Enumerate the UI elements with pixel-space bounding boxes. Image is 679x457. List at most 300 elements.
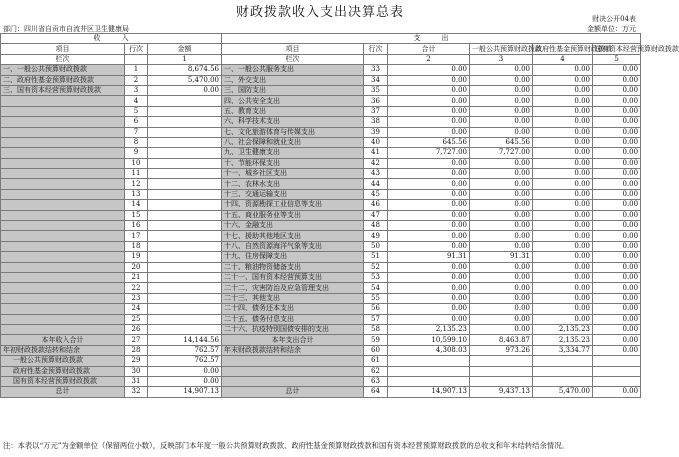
expense-item: 十二、农林水支出 xyxy=(222,179,364,189)
table-row xyxy=(1,158,641,168)
income-item xyxy=(1,241,125,251)
expense-state-capital: 0.00 xyxy=(593,252,641,262)
summary-expense-total: 10,599.10 xyxy=(388,335,470,345)
table-row xyxy=(1,148,641,158)
summary-row xyxy=(1,345,641,355)
table-code: 财决公开04表 xyxy=(592,15,636,23)
table-row xyxy=(1,189,641,199)
budget-table xyxy=(0,33,679,398)
expense-item: 二、外交支出 xyxy=(222,75,364,85)
table-row xyxy=(1,221,641,231)
expense-state-capital: 0.00 xyxy=(593,221,641,231)
expense-total: 0.00 xyxy=(388,117,470,127)
state-capital-header: 国有资本经营预算财政拨款 xyxy=(593,44,641,54)
summary-expense-row-no: 62 xyxy=(364,366,388,376)
department-label: 部门：四川省自贡市自流井区卫生健康局 xyxy=(3,25,129,33)
expense-state-capital: 0.00 xyxy=(593,241,641,251)
income-item-header: 项目 xyxy=(1,44,125,54)
summary-expense-general-budget xyxy=(470,366,533,376)
table-row xyxy=(1,304,641,314)
income-amount xyxy=(148,283,222,293)
table-row xyxy=(1,179,641,189)
expense-gov-fund: 0.00 xyxy=(533,304,593,314)
summary-expense-total xyxy=(388,356,470,366)
summary-row xyxy=(1,356,641,366)
expense-general-budget: 0.00 xyxy=(470,75,533,85)
col-blank-cell xyxy=(125,54,148,64)
summary-expense-general-budget: 9,437.13 xyxy=(470,387,533,397)
total-header: 合计 xyxy=(388,44,470,54)
expense-gov-fund: 2,135.23 xyxy=(533,324,593,334)
summary-expense-row-no: 64 xyxy=(364,387,388,397)
gov-fund-header: 政府性基金预算财政拨款 xyxy=(533,44,593,54)
expense-row-no: 53 xyxy=(364,272,388,282)
expense-row-no: 51 xyxy=(364,252,388,262)
income-row-no: 24 xyxy=(125,304,148,314)
expense-row-no: 58 xyxy=(364,324,388,334)
summary-expense-state-capital xyxy=(593,366,641,376)
table-row xyxy=(1,210,641,220)
summary-expense-state-capital xyxy=(593,376,641,386)
expense-total: 2,135.23 xyxy=(388,324,470,334)
income-row-no: 8 xyxy=(125,137,148,147)
income-amount xyxy=(148,200,222,210)
summary-income-item: 总计 xyxy=(1,387,125,397)
expense-item: 十九、住房保障支出 xyxy=(222,252,364,262)
expense-gov-fund: 0.00 xyxy=(533,65,593,75)
table-row xyxy=(1,283,641,293)
income-item xyxy=(1,252,125,262)
expense-item: 二十二、灾害防治及应急管理支出 xyxy=(222,283,364,293)
expense-row-no: 42 xyxy=(364,158,388,168)
expense-general-budget: 0.00 xyxy=(470,106,533,116)
expense-general-budget: 645.56 xyxy=(470,137,533,147)
income-item xyxy=(1,158,125,168)
col-label-cell: 栏次 xyxy=(1,54,125,64)
expense-total: 0.00 xyxy=(388,158,470,168)
expense-total: 0.00 xyxy=(388,262,470,272)
expense-row-no: 45 xyxy=(364,189,388,199)
income-item xyxy=(1,262,125,272)
expense-total: 0.00 xyxy=(388,314,470,324)
income-amount xyxy=(148,189,222,199)
income-row-no: 11 xyxy=(125,169,148,179)
income-amount xyxy=(148,127,222,137)
income-item xyxy=(1,304,125,314)
expense-state-capital: 0.00 xyxy=(593,117,641,127)
summary-expense-general-budget: 8,463.87 xyxy=(470,335,533,345)
income-amount xyxy=(148,179,222,189)
summary-income-item: 年初财政拨款结转和结余 xyxy=(1,345,125,355)
summary-expense-total xyxy=(388,376,470,386)
income-row-no: 4 xyxy=(125,96,148,106)
expense-state-capital: 0.00 xyxy=(593,179,641,189)
expense-general-budget: 0.00 xyxy=(470,241,533,251)
summary-expense-item: 本年支出合计 xyxy=(222,335,364,345)
expense-item: 十三、交通运输支出 xyxy=(222,189,364,199)
income-item xyxy=(1,148,125,158)
summary-expense-gov-fund xyxy=(533,366,593,376)
income-row-no: 15 xyxy=(125,210,148,220)
summary-expense-row-no: 59 xyxy=(364,335,388,345)
summary-income-item: 国有资本经营预算财政拨款 xyxy=(1,376,125,386)
expense-total: 91.31 xyxy=(388,252,470,262)
income-row-no: 6 xyxy=(125,117,148,127)
income-item xyxy=(1,231,125,241)
table-row xyxy=(1,75,641,85)
expense-total: 0.00 xyxy=(388,221,470,231)
income-item xyxy=(1,106,125,116)
summary-income-row-no: 29 xyxy=(125,356,148,366)
expense-total: 0.00 xyxy=(388,293,470,303)
table-row xyxy=(1,231,641,241)
income-row-no: 18 xyxy=(125,241,148,251)
income-item xyxy=(1,272,125,282)
expense-total: 0.00 xyxy=(388,65,470,75)
income-row-no: 13 xyxy=(125,189,148,199)
summary-row xyxy=(1,376,641,386)
income-item xyxy=(1,117,125,127)
col-index-3: 3 xyxy=(470,54,533,64)
col-index-4: 4 xyxy=(533,54,593,64)
expense-row-no: 41 xyxy=(364,148,388,158)
expense-state-capital: 0.00 xyxy=(593,158,641,168)
expense-gov-fund: 0.00 xyxy=(533,314,593,324)
income-amount: 8,674.56 xyxy=(148,65,222,75)
expense-general-budget: 0.00 xyxy=(470,200,533,210)
summary-expense-gov-fund xyxy=(533,376,593,386)
expense-item: 十四、资源勘探工业信息等支出 xyxy=(222,200,364,210)
expense-gov-fund: 0.00 xyxy=(533,293,593,303)
summary-expense-item xyxy=(222,356,364,366)
expense-general-budget: 0.00 xyxy=(470,314,533,324)
summary-expense-row-no: 63 xyxy=(364,376,388,386)
expense-gov-fund: 0.00 xyxy=(533,106,593,116)
summary-expense-item xyxy=(222,376,364,386)
table-row xyxy=(1,96,641,106)
summary-expense-item xyxy=(222,366,364,376)
expense-row-no: 39 xyxy=(364,127,388,137)
income-row-no: 23 xyxy=(125,293,148,303)
income-item xyxy=(1,96,125,106)
expense-general-budget: 0.00 xyxy=(470,262,533,272)
expense-item: 五、教育支出 xyxy=(222,106,364,116)
column-index-row xyxy=(1,54,641,64)
summary-expense-general-budget: 973.26 xyxy=(470,345,533,355)
income-row-no: 1 xyxy=(125,65,148,75)
income-item xyxy=(1,127,125,137)
expense-state-capital: 0.00 xyxy=(593,210,641,220)
expense-gov-fund: 0.00 xyxy=(533,158,593,168)
expense-state-capital: 0.00 xyxy=(593,96,641,106)
summary-expense-total xyxy=(388,366,470,376)
expense-state-capital: 0.00 xyxy=(593,262,641,272)
summary-income-item: 政府性基金预算财政拨款 xyxy=(1,366,125,376)
income-amount xyxy=(148,117,222,127)
expense-total: 0.00 xyxy=(388,127,470,137)
income-row-no: 14 xyxy=(125,200,148,210)
summary-income-row-no: 32 xyxy=(125,387,148,397)
income-section-header: 收 入 xyxy=(1,34,222,44)
expense-total: 0.00 xyxy=(388,179,470,189)
expense-item: 四、公共安全支出 xyxy=(222,96,364,106)
expense-state-capital: 0.00 xyxy=(593,189,641,199)
income-amount: 0.00 xyxy=(148,85,222,95)
table-row xyxy=(1,169,641,179)
income-row-no: 17 xyxy=(125,231,148,241)
income-amount xyxy=(148,262,222,272)
income-row-no: 3 xyxy=(125,85,148,95)
income-row-no: 16 xyxy=(125,221,148,231)
expense-row-no: 50 xyxy=(364,241,388,251)
income-amount xyxy=(148,314,222,324)
expense-state-capital: 0.00 xyxy=(593,200,641,210)
expense-gov-fund: 0.00 xyxy=(533,210,593,220)
expense-item: 十六、金融支出 xyxy=(222,221,364,231)
expense-total: 0.00 xyxy=(388,189,470,199)
income-row-no: 26 xyxy=(125,324,148,334)
summary-income-item: 本年收入合计 xyxy=(1,335,125,345)
expense-row-no: 56 xyxy=(364,304,388,314)
expense-total: 0.00 xyxy=(388,106,470,116)
expense-gov-fund: 0.00 xyxy=(533,169,593,179)
summary-income-amount: 762.57 xyxy=(148,356,222,366)
expense-total: 0.00 xyxy=(388,241,470,251)
income-row-no: 5 xyxy=(125,106,148,116)
table-row xyxy=(1,272,641,282)
expense-total: 0.00 xyxy=(388,210,470,220)
income-rowno-header: 行次 xyxy=(125,44,148,54)
expense-item: 六、科学技术支出 xyxy=(222,117,364,127)
income-row-no: 22 xyxy=(125,283,148,293)
table-row xyxy=(1,200,641,210)
expense-gov-fund: 0.00 xyxy=(533,200,593,210)
expense-state-capital: 0.00 xyxy=(593,314,641,324)
expense-gov-fund: 0.00 xyxy=(533,127,593,137)
expense-gov-fund: 0.00 xyxy=(533,283,593,293)
expense-item: 十八、自然资源海洋气象等支出 xyxy=(222,241,364,251)
summary-expense-row-no: 60 xyxy=(364,345,388,355)
expense-total: 0.00 xyxy=(388,96,470,106)
expense-row-no: 33 xyxy=(364,65,388,75)
summary-expense-general-budget xyxy=(470,376,533,386)
expense-general-budget: 0.00 xyxy=(470,127,533,137)
income-amount xyxy=(148,158,222,168)
income-row-no: 9 xyxy=(125,148,148,158)
expense-row-no: 40 xyxy=(364,137,388,147)
income-amount xyxy=(148,169,222,179)
income-row-no: 10 xyxy=(125,158,148,168)
summary-expense-item: 总计 xyxy=(222,387,364,397)
income-item: 一、一般公共预算财政拨款 xyxy=(1,65,125,75)
income-amount xyxy=(148,137,222,147)
expense-general-budget: 0.00 xyxy=(470,293,533,303)
income-amount xyxy=(148,148,222,158)
income-item: 二、政府性基金预算财政拨款 xyxy=(1,75,125,85)
expense-item: 二十四、债务还本支出 xyxy=(222,304,364,314)
income-amount xyxy=(148,272,222,282)
expense-item: 二十六、抗疫特别国债安排的支出 xyxy=(222,324,364,334)
expense-total: 0.00 xyxy=(388,272,470,282)
income-row-no: 7 xyxy=(125,127,148,137)
summary-expense-gov-fund: 2,135.23 xyxy=(533,335,593,345)
expense-total: 7,727.00 xyxy=(388,148,470,158)
expense-row-no: 36 xyxy=(364,96,388,106)
expense-state-capital: 0.00 xyxy=(593,324,641,334)
col-index-1: 1 xyxy=(148,54,222,64)
expense-item-header: 项目 xyxy=(222,44,364,54)
expense-total: 645.56 xyxy=(388,137,470,147)
expense-row-no: 44 xyxy=(364,179,388,189)
expense-general-budget: 0.00 xyxy=(470,210,533,220)
col-index-5: 5 xyxy=(593,54,641,64)
expense-general-budget: 0.00 xyxy=(470,221,533,231)
expense-gov-fund: 0.00 xyxy=(533,262,593,272)
expense-general-budget: 0.00 xyxy=(470,283,533,293)
income-row-no: 19 xyxy=(125,252,148,262)
expense-row-no: 47 xyxy=(364,210,388,220)
income-item xyxy=(1,200,125,210)
income-item xyxy=(1,210,125,220)
expense-state-capital: 0.00 xyxy=(593,65,641,75)
income-amount xyxy=(148,304,222,314)
column-header-row xyxy=(1,44,641,54)
table-row xyxy=(1,85,641,95)
expense-state-capital: 0.00 xyxy=(593,272,641,282)
expense-total: 0.00 xyxy=(388,75,470,85)
income-amount xyxy=(148,106,222,116)
expense-item: 二十五、债务付息支出 xyxy=(222,314,364,324)
expense-item: 八、社会保障和就业支出 xyxy=(222,137,364,147)
table-row xyxy=(1,262,641,272)
income-item xyxy=(1,169,125,179)
expense-gov-fund: 0.00 xyxy=(533,252,593,262)
income-amount xyxy=(148,231,222,241)
report-title: 财政拨款收入支出决算总表 xyxy=(235,5,404,20)
table-row xyxy=(1,117,641,127)
summary-expense-gov-fund xyxy=(533,356,593,366)
table-row xyxy=(1,252,641,262)
expense-total: 0.00 xyxy=(388,231,470,241)
expense-general-budget: 0.00 xyxy=(470,231,533,241)
expense-gov-fund: 0.00 xyxy=(533,137,593,147)
expense-gov-fund: 0.00 xyxy=(533,231,593,241)
income-item xyxy=(1,179,125,189)
income-row-no: 20 xyxy=(125,262,148,272)
summary-expense-row-no: 61 xyxy=(364,356,388,366)
expense-row-no: 48 xyxy=(364,221,388,231)
income-amount xyxy=(148,210,222,220)
expense-gov-fund: 0.00 xyxy=(533,85,593,95)
col-index-2: 2 xyxy=(388,54,470,64)
expense-gov-fund: 0.00 xyxy=(533,189,593,199)
expense-item: 三、国防支出 xyxy=(222,85,364,95)
expense-row-no: 49 xyxy=(364,231,388,241)
income-amount xyxy=(148,324,222,334)
expense-gov-fund: 0.00 xyxy=(533,241,593,251)
expense-state-capital: 0.00 xyxy=(593,148,641,158)
income-amount-header: 金额 xyxy=(148,44,222,54)
expense-state-capital: 0.00 xyxy=(593,293,641,303)
summary-expense-gov-fund: 3,334.77 xyxy=(533,345,593,355)
expense-state-capital: 0.00 xyxy=(593,127,641,137)
expense-row-no: 57 xyxy=(364,314,388,324)
summary-expense-general-budget xyxy=(470,356,533,366)
income-item xyxy=(1,283,125,293)
expense-row-no: 38 xyxy=(364,117,388,127)
table-row xyxy=(1,106,641,116)
expense-state-capital: 0.00 xyxy=(593,169,641,179)
expense-row-no: 52 xyxy=(364,262,388,272)
summary-expense-state-capital: 0.00 xyxy=(593,387,641,397)
income-item xyxy=(1,189,125,199)
col-blank-cell xyxy=(364,54,388,64)
expense-total: 0.00 xyxy=(388,304,470,314)
summary-income-amount: 14,144.56 xyxy=(148,335,222,345)
table-row xyxy=(1,241,641,251)
summary-income-amount: 0.00 xyxy=(148,366,222,376)
expense-row-no: 35 xyxy=(364,85,388,95)
income-row-no: 21 xyxy=(125,272,148,282)
expense-row-no: 46 xyxy=(364,200,388,210)
expense-total: 0.00 xyxy=(388,200,470,210)
income-amount xyxy=(148,252,222,262)
expense-section-header: 支 出 xyxy=(222,34,641,44)
expense-general-budget: 0.00 xyxy=(470,324,533,334)
section-header-row xyxy=(1,34,641,44)
expense-general-budget: 7,727.00 xyxy=(470,148,533,158)
expense-item: 十五、商业服务业等支出 xyxy=(222,210,364,220)
income-amount xyxy=(148,293,222,303)
expense-general-budget: 0.00 xyxy=(470,189,533,199)
income-item xyxy=(1,221,125,231)
income-item: 三、国有资本经营预算财政拨款 xyxy=(1,85,125,95)
table-row xyxy=(1,137,641,147)
expense-row-no: 55 xyxy=(364,293,388,303)
expense-total: 0.00 xyxy=(388,169,470,179)
summary-row xyxy=(1,387,641,397)
income-amount xyxy=(148,96,222,106)
expense-gov-fund: 0.00 xyxy=(533,148,593,158)
expense-gov-fund: 0.00 xyxy=(533,117,593,127)
expense-item: 七、文化旅游体育与传媒支出 xyxy=(222,127,364,137)
summary-income-amount: 762.57 xyxy=(148,345,222,355)
col-label-cell: 栏次 xyxy=(222,54,364,64)
expense-general-budget: 0.00 xyxy=(470,96,533,106)
expense-rowno-header: 行次 xyxy=(364,44,388,54)
expense-item: 二十、粮油物资储备支出 xyxy=(222,262,364,272)
summary-income-item: 一般公共预算财政拨款 xyxy=(1,356,125,366)
expense-total: 0.00 xyxy=(388,283,470,293)
summary-income-row-no: 30 xyxy=(125,366,148,376)
summary-expense-item: 年末财政拨款结转和结余 xyxy=(222,345,364,355)
summary-expense-state-capital: 0.00 xyxy=(593,335,641,345)
expense-total: 0.00 xyxy=(388,85,470,95)
expense-general-budget: 0.00 xyxy=(470,304,533,314)
income-row-no: 12 xyxy=(125,179,148,189)
expense-row-no: 43 xyxy=(364,169,388,179)
expense-gov-fund: 0.00 xyxy=(533,96,593,106)
expense-gov-fund: 0.00 xyxy=(533,221,593,231)
income-row-no: 2 xyxy=(125,75,148,85)
expense-item: 十一、城乡社区支出 xyxy=(222,169,364,179)
expense-gov-fund: 0.00 xyxy=(533,272,593,282)
table-row xyxy=(1,314,641,324)
expense-general-budget: 0.00 xyxy=(470,158,533,168)
income-item xyxy=(1,293,125,303)
expense-state-capital: 0.00 xyxy=(593,304,641,314)
table-row xyxy=(1,65,641,75)
